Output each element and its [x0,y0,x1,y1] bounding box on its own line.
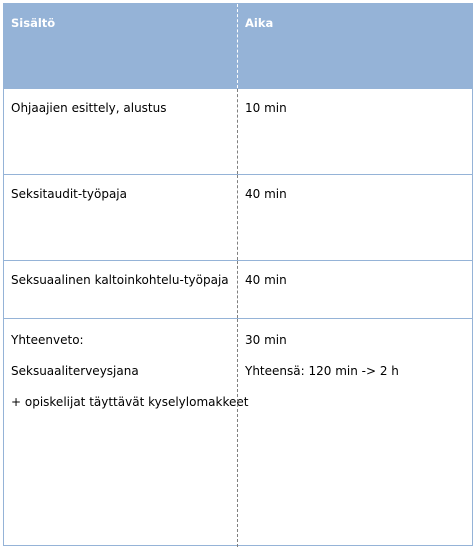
column-divider [237,89,238,174]
row-content [11,319,249,547]
column-divider [237,175,238,260]
summary-line: + opiskelijat täyttävät kyselylomakkeet [11,395,249,409]
table-header-row [4,4,472,89]
schedule-table [3,3,473,546]
table-row [4,175,472,261]
row-time: 40 min [245,273,287,287]
column-divider [237,319,238,547]
column-divider [237,261,238,318]
row-time: 10 min [245,101,287,115]
row-time [245,319,467,547]
column-divider [237,4,238,88]
time-value: 30 min [245,333,287,347]
row-content: Seksitaudit-työpaja [11,187,127,201]
header-time: Aika [245,16,274,30]
header-content: Sisältö [11,16,56,30]
row-content: Seksuaalinen kaltoinkohtelu-työpaja [11,273,229,287]
row-time: 40 min [245,187,287,201]
total-time: Yhteensä: 120 min -> 2 h [245,364,399,378]
table-row [4,261,472,319]
row-content: Ohjaajien esittely, alustus [11,101,167,115]
table-row [4,89,472,175]
table-row [4,319,472,547]
summary-line: Seksuaaliterveysjana [11,364,139,378]
summary-heading: Yhteenveto: [11,333,84,347]
